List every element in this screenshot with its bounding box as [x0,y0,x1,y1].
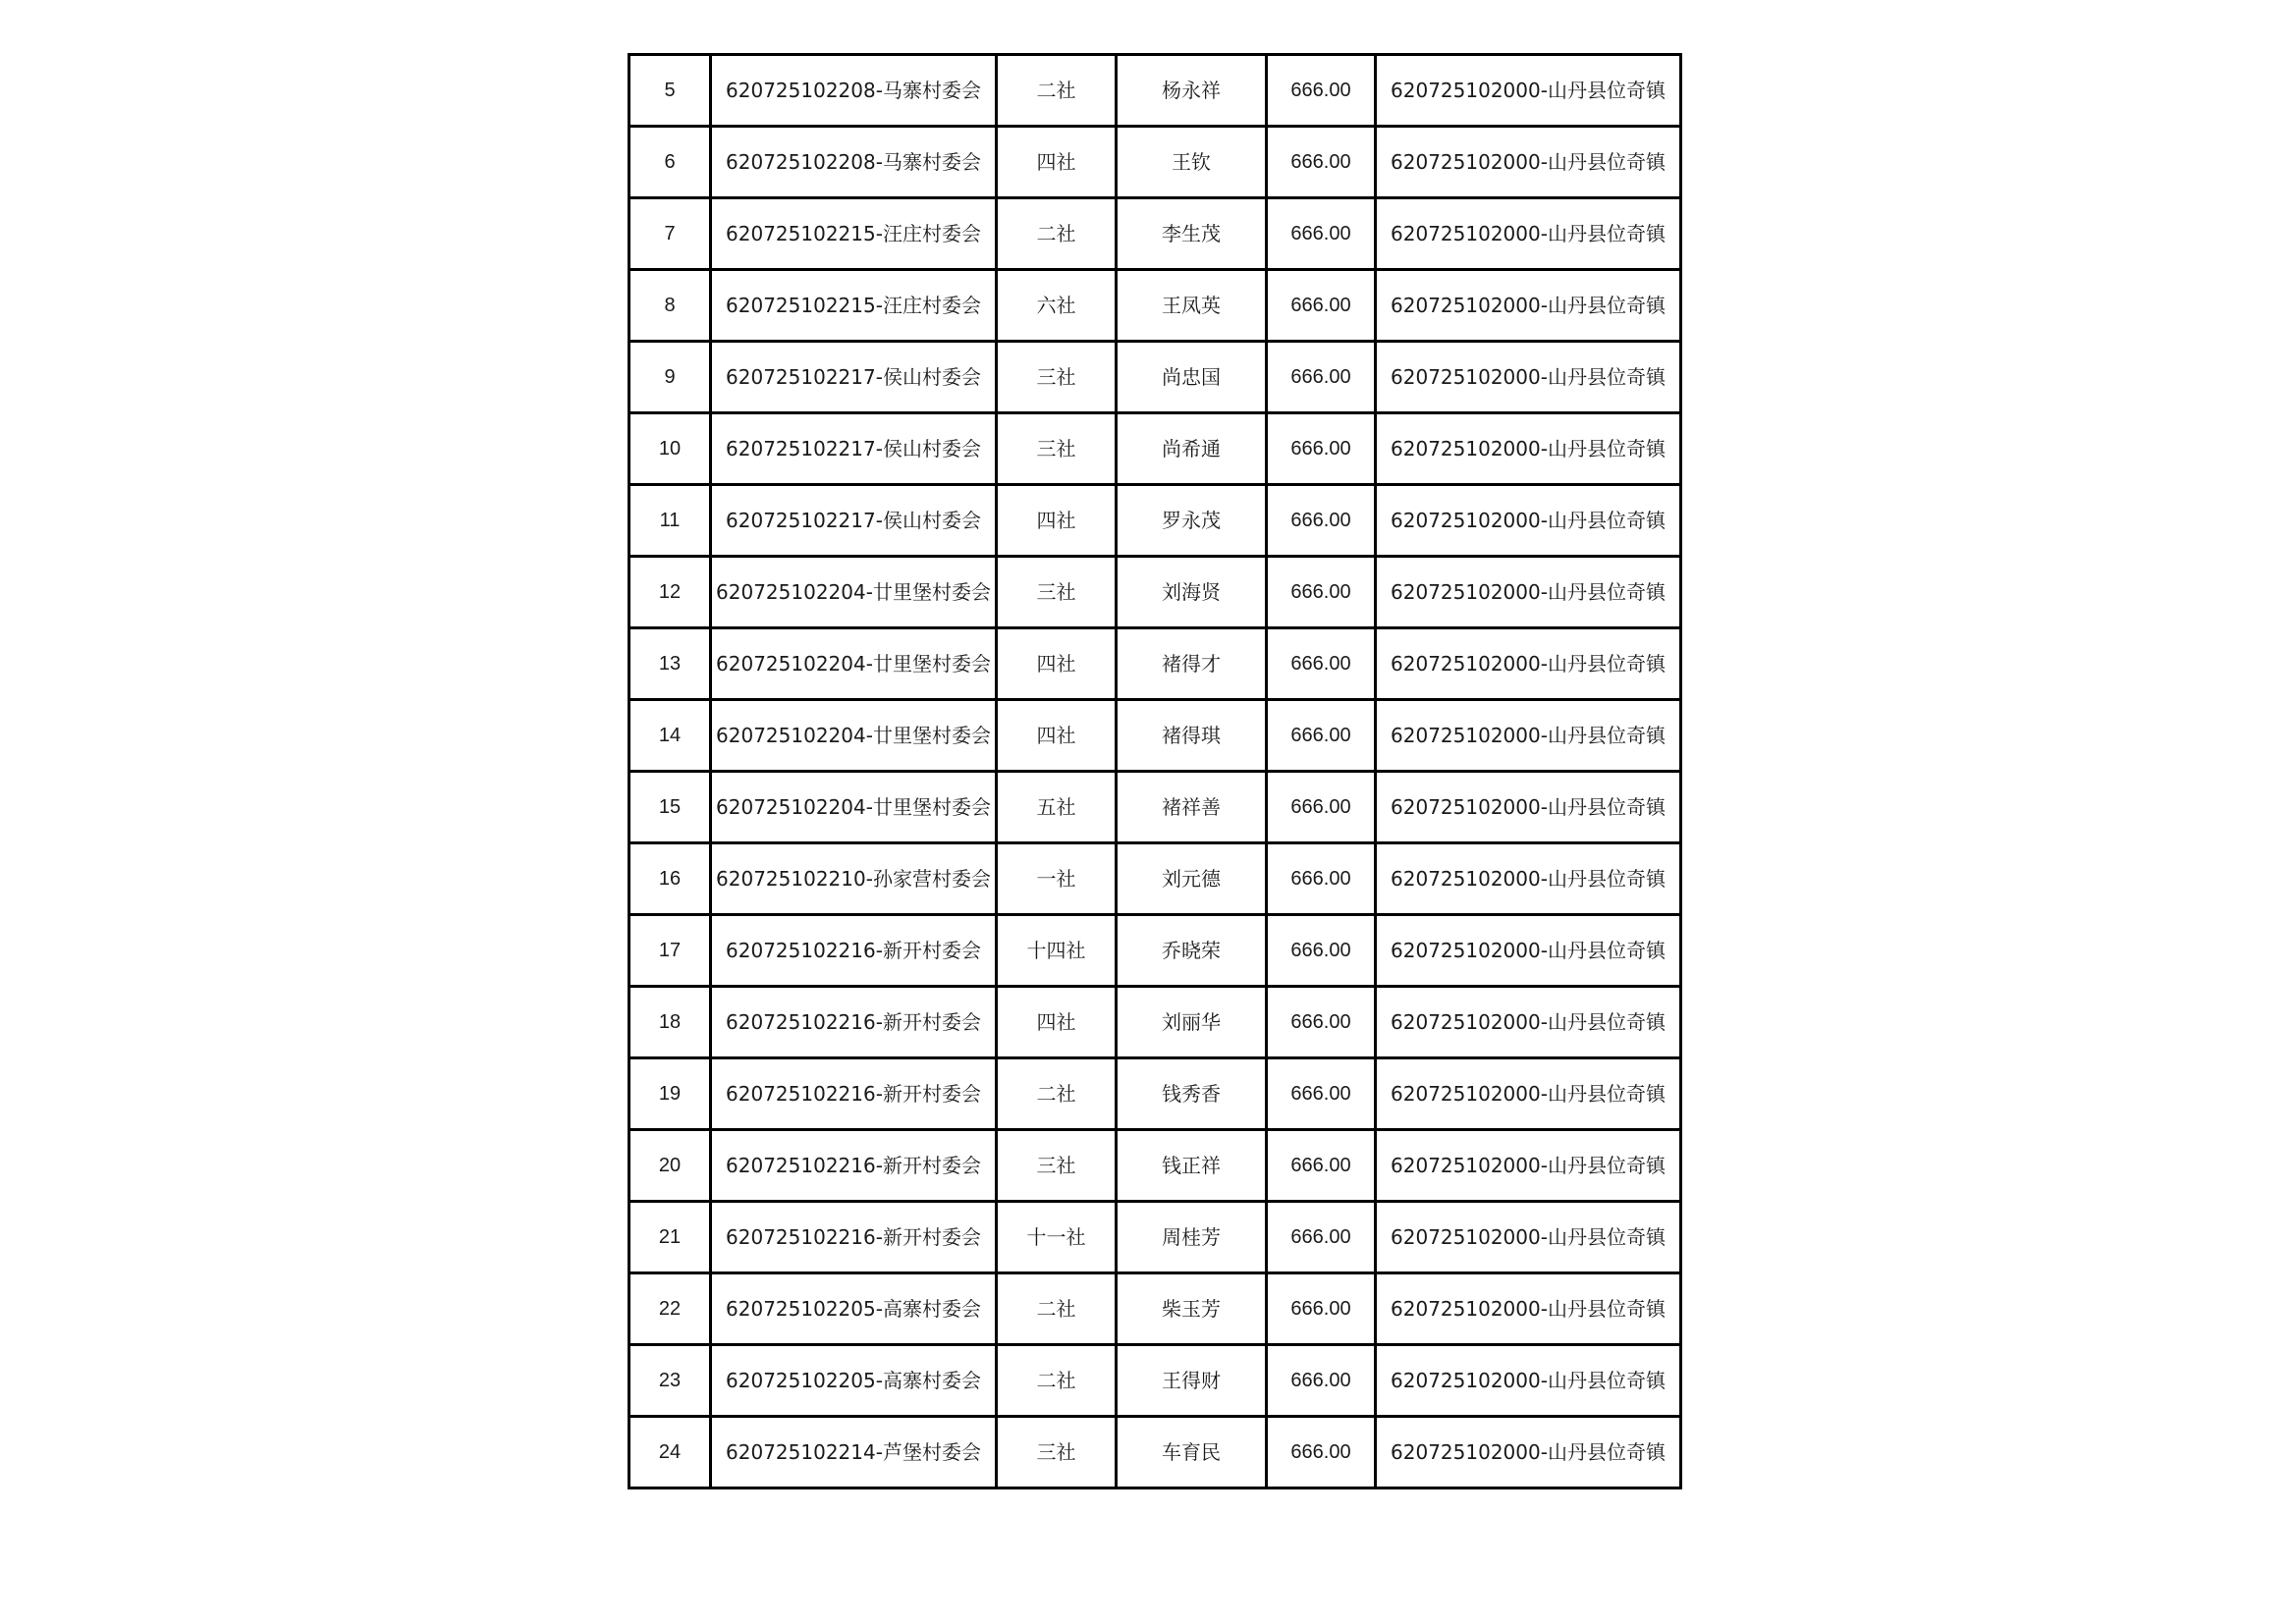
cell-row-number: 7 [629,198,711,270]
cell-amount: 666.00 [1267,557,1376,628]
cell-row-number: 19 [629,1058,711,1130]
cell-amount: 666.00 [1267,843,1376,915]
cell-town: 620725102000-山丹县位奇镇 [1376,1345,1681,1417]
cell-amount: 666.00 [1267,628,1376,700]
cell-person-name: 李生茂 [1117,198,1267,270]
cell-village: 620725102215-汪庄村委会 [711,198,997,270]
table-row [629,628,1681,700]
cell-person-name: 柴玉芳 [1117,1273,1267,1345]
cell-amount: 666.00 [1267,198,1376,270]
cell-row-number: 23 [629,1345,711,1417]
roster-table [628,53,1682,1489]
table-row [629,772,1681,843]
cell-amount: 666.00 [1267,1345,1376,1417]
cell-group: 六社 [997,270,1117,342]
cell-town: 620725102000-山丹县位奇镇 [1376,342,1681,413]
cell-amount: 666.00 [1267,1273,1376,1345]
table-row [629,127,1681,198]
cell-village: 620725102210-孙家营村委会 [711,843,997,915]
cell-town: 620725102000-山丹县位奇镇 [1376,1202,1681,1273]
cell-person-name: 钱秀香 [1117,1058,1267,1130]
cell-group: 四社 [997,700,1117,772]
cell-group: 三社 [997,557,1117,628]
cell-town: 620725102000-山丹县位奇镇 [1376,1058,1681,1130]
cell-row-number: 5 [629,55,711,127]
cell-village: 620725102214-芦堡村委会 [711,1417,997,1488]
cell-person-name: 刘丽华 [1117,987,1267,1058]
table-row [629,1345,1681,1417]
cell-village: 620725102204-廿里堡村委会 [711,628,997,700]
cell-group: 二社 [997,55,1117,127]
cell-row-number: 21 [629,1202,711,1273]
table-row [629,1417,1681,1488]
cell-row-number: 12 [629,557,711,628]
cell-person-name: 周桂芳 [1117,1202,1267,1273]
cell-town: 620725102000-山丹县位奇镇 [1376,1417,1681,1488]
cell-group: 三社 [997,1417,1117,1488]
table-row [629,915,1681,987]
cell-row-number: 9 [629,342,711,413]
cell-row-number: 6 [629,127,711,198]
cell-row-number: 13 [629,628,711,700]
cell-village: 620725102216-新开村委会 [711,1058,997,1130]
cell-person-name: 钱正祥 [1117,1130,1267,1202]
cell-amount: 666.00 [1267,342,1376,413]
cell-town: 620725102000-山丹县位奇镇 [1376,843,1681,915]
cell-town: 620725102000-山丹县位奇镇 [1376,485,1681,557]
table-row [629,55,1681,127]
cell-person-name: 罗永茂 [1117,485,1267,557]
cell-town: 620725102000-山丹县位奇镇 [1376,915,1681,987]
cell-amount: 666.00 [1267,1202,1376,1273]
cell-person-name: 尚忠国 [1117,342,1267,413]
cell-group: 十四社 [997,915,1117,987]
table-row [629,843,1681,915]
cell-row-number: 24 [629,1417,711,1488]
cell-amount: 666.00 [1267,700,1376,772]
cell-row-number: 22 [629,1273,711,1345]
cell-town: 620725102000-山丹县位奇镇 [1376,628,1681,700]
cell-group: 三社 [997,413,1117,485]
cell-person-name: 王凤英 [1117,270,1267,342]
cell-amount: 666.00 [1267,772,1376,843]
cell-town: 620725102000-山丹县位奇镇 [1376,987,1681,1058]
cell-row-number: 16 [629,843,711,915]
cell-village: 620725102215-汪庄村委会 [711,270,997,342]
cell-village: 620725102205-高寨村委会 [711,1345,997,1417]
cell-village: 620725102216-新开村委会 [711,915,997,987]
cell-town: 620725102000-山丹县位奇镇 [1376,413,1681,485]
table-row [629,987,1681,1058]
cell-group: 二社 [997,1273,1117,1345]
roster-table-body [629,55,1681,1488]
cell-town: 620725102000-山丹县位奇镇 [1376,772,1681,843]
cell-village: 620725102204-廿里堡村委会 [711,557,997,628]
cell-village: 620725102208-马寨村委会 [711,55,997,127]
cell-row-number: 11 [629,485,711,557]
cell-village: 620725102204-廿里堡村委会 [711,772,997,843]
cell-person-name: 刘海贤 [1117,557,1267,628]
cell-group: 三社 [997,342,1117,413]
cell-row-number: 15 [629,772,711,843]
cell-town: 620725102000-山丹县位奇镇 [1376,1130,1681,1202]
cell-person-name: 王钦 [1117,127,1267,198]
cell-amount: 666.00 [1267,485,1376,557]
cell-row-number: 17 [629,915,711,987]
table-row [629,342,1681,413]
cell-group: 四社 [997,485,1117,557]
table-row [629,700,1681,772]
cell-person-name: 褚得才 [1117,628,1267,700]
cell-group: 二社 [997,198,1117,270]
cell-town: 620725102000-山丹县位奇镇 [1376,198,1681,270]
cell-amount: 666.00 [1267,270,1376,342]
cell-village: 620725102216-新开村委会 [711,1202,997,1273]
cell-person-name: 尚希通 [1117,413,1267,485]
cell-row-number: 8 [629,270,711,342]
cell-village: 620725102217-侯山村委会 [711,413,997,485]
cell-person-name: 杨永祥 [1117,55,1267,127]
cell-group: 二社 [997,1345,1117,1417]
cell-village: 620725102204-廿里堡村委会 [711,700,997,772]
cell-row-number: 20 [629,1130,711,1202]
cell-amount: 666.00 [1267,127,1376,198]
table-row [629,557,1681,628]
cell-person-name: 王得财 [1117,1345,1267,1417]
cell-person-name: 乔晓荣 [1117,915,1267,987]
cell-town: 620725102000-山丹县位奇镇 [1376,55,1681,127]
cell-town: 620725102000-山丹县位奇镇 [1376,557,1681,628]
cell-person-name: 褚得琪 [1117,700,1267,772]
cell-group: 五社 [997,772,1117,843]
cell-amount: 666.00 [1267,915,1376,987]
cell-row-number: 18 [629,987,711,1058]
table-row [629,198,1681,270]
table-row [629,270,1681,342]
cell-group: 二社 [997,1058,1117,1130]
cell-group: 三社 [997,1130,1117,1202]
table-row [629,1130,1681,1202]
cell-town: 620725102000-山丹县位奇镇 [1376,700,1681,772]
table-row [629,413,1681,485]
cell-village: 620725102205-高寨村委会 [711,1273,997,1345]
cell-village: 620725102216-新开村委会 [711,987,997,1058]
cell-person-name: 褚祥善 [1117,772,1267,843]
cell-town: 620725102000-山丹县位奇镇 [1376,1273,1681,1345]
cell-amount: 666.00 [1267,987,1376,1058]
table-row [629,1058,1681,1130]
table-row [629,1202,1681,1273]
cell-row-number: 14 [629,700,711,772]
cell-group: 十一社 [997,1202,1117,1273]
cell-village: 620725102217-侯山村委会 [711,342,997,413]
cell-person-name: 车育民 [1117,1417,1267,1488]
cell-amount: 666.00 [1267,1130,1376,1202]
table-row [629,485,1681,557]
cell-group: 一社 [997,843,1117,915]
cell-village: 620725102208-马寨村委会 [711,127,997,198]
cell-town: 620725102000-山丹县位奇镇 [1376,127,1681,198]
cell-row-number: 10 [629,413,711,485]
cell-amount: 666.00 [1267,1417,1376,1488]
cell-group: 四社 [997,127,1117,198]
cell-person-name: 刘元德 [1117,843,1267,915]
cell-village: 620725102216-新开村委会 [711,1130,997,1202]
cell-amount: 666.00 [1267,1058,1376,1130]
cell-group: 四社 [997,628,1117,700]
cell-amount: 666.00 [1267,55,1376,127]
cell-group: 四社 [997,987,1117,1058]
cell-village: 620725102217-侯山村委会 [711,485,997,557]
cell-amount: 666.00 [1267,413,1376,485]
cell-town: 620725102000-山丹县位奇镇 [1376,270,1681,342]
table-row [629,1273,1681,1345]
